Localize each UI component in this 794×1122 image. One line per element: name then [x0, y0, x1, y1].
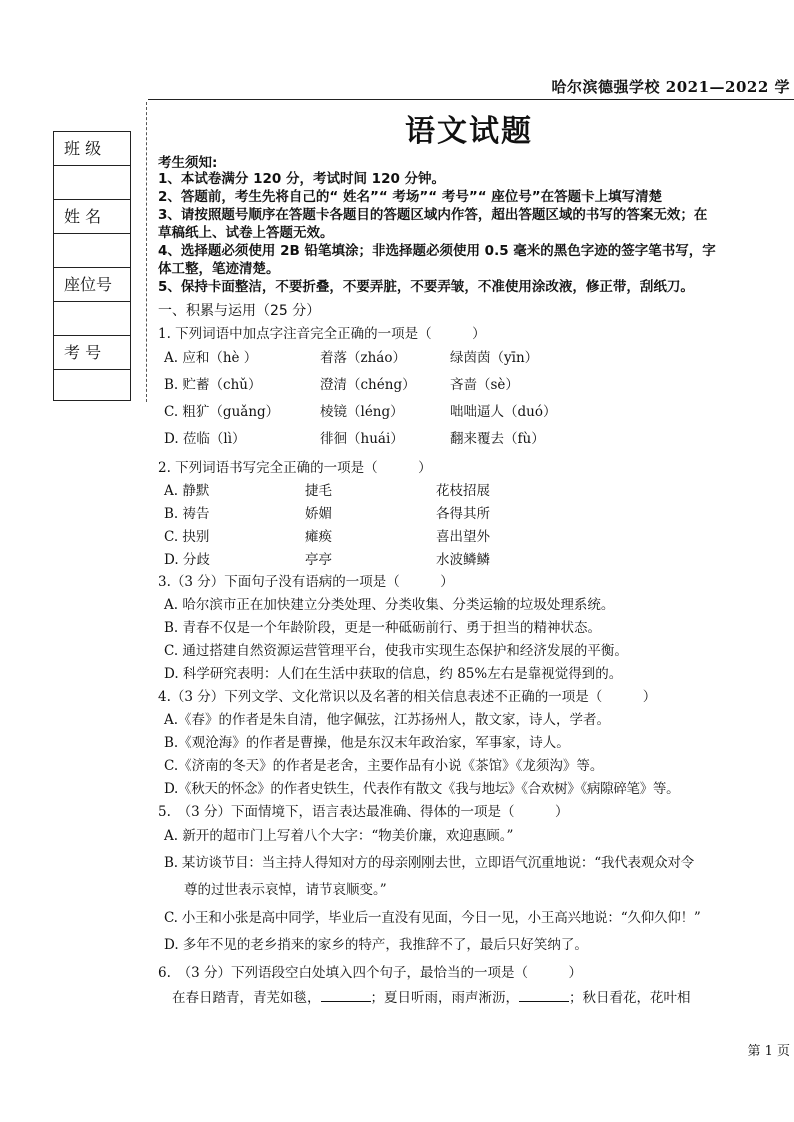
q6-blank-1: [321, 989, 371, 1002]
q1-c-col1: C. 粗犷（guǎng）: [164, 404, 280, 420]
q5-stem: 5. （3 分）下面情境下，语言表达最准确、得体的一项是（ ）: [158, 804, 569, 820]
q6-part-1: 在春日踏青，青芜如毯，: [172, 990, 321, 1006]
q1-b-col3: 吝啬（sè）: [450, 377, 519, 393]
seat-fill-cell: [54, 302, 130, 336]
q2-c-col1: C. 抉别: [164, 529, 210, 545]
q2-d-col2: 亭亭: [305, 552, 332, 568]
q2-a-col2: 捷毛: [305, 483, 332, 499]
name-fill-cell: [54, 234, 130, 268]
q1-d-col3: 翻来覆去（fù）: [450, 431, 545, 447]
q5-option-c: C. 小王和小张是高中同学，毕业后一直没有见面，今日一见，小王高兴地说：“久仰久仰！”: [164, 910, 701, 926]
q2-d-col3: 水波鳞鳞: [436, 552, 490, 568]
q1-d-col2: 徘徊（huái）: [320, 431, 404, 447]
q2-b-col2: 娇媚: [305, 506, 332, 522]
notice-line-3b: 草稿纸上、试卷上答题无效。: [158, 225, 334, 241]
page-title: 语文试题: [405, 114, 533, 149]
q6-part-2: ；夏日听雨，雨声淅沥，: [370, 990, 519, 1006]
q5-option-d: D. 多年不见的老乡捎来的家乡的特产，我推辞不了，最后只好笑纳了。: [164, 937, 588, 953]
q4-option-a: A.《春》的作者是朱自清，他字佩弦，江苏扬州人，散文家，诗人，学者。: [164, 712, 611, 728]
notice-line-4: 4、选择题必须使用 2B 铅笔填涂；非选择题必须使用 0.5 毫米的黑色字迹的签字笔书写，字: [158, 243, 716, 259]
notice-line-2: 2、答题前，考生先将自己的“ 姓名”“ 考场”“ 考号”“ 座位号”在答题卡上填写清楚: [158, 189, 663, 205]
q1-stem: 1. 下列词语中加点字注音完全正确的一项是（ ）: [158, 326, 486, 342]
q2-a-col1: A. 静默: [164, 483, 210, 499]
header-rule: [148, 99, 794, 100]
q5-option-b: B. 某访谈节目：当主持人得知对方的母亲刚刚去世，立即语气沉重地说：“我代表观众对令: [164, 855, 695, 871]
q1-c-col2: 棱镜（léng）: [320, 404, 404, 420]
q1-d-col1: D. 莅临（lì）: [164, 431, 246, 447]
q6-part-3: ；秋日看花，花叶相: [569, 990, 691, 1006]
q2-c-col3: 喜出望外: [436, 529, 490, 545]
q3-option-c: C. 通过搭建自然资源运营管理平台，使我市实现生态保护和经济发展的平衡。: [164, 643, 628, 659]
q1-a-col2: 着落（zháo）: [320, 350, 406, 366]
binding-dashed-line: [146, 102, 147, 402]
q6-stem: 6. （3 分）下列语段空白处填入四个句子，最恰当的一项是（ ）: [158, 965, 583, 981]
exam-number-label-cell: 考 号: [54, 336, 130, 370]
section-heading: 一、积累与运用（25 分）: [158, 303, 321, 319]
page-number: 第 1 页: [747, 1044, 790, 1059]
q2-c-col2: 瘫痪: [305, 529, 332, 545]
q1-c-col3: 咄咄逼人（duó）: [450, 404, 557, 420]
class-label-cell: 班 级: [54, 132, 130, 166]
class-fill-cell: [54, 166, 130, 200]
exam-number-fill-cell: [54, 370, 130, 404]
q1-a-col3: 绿茵茵（yīn）: [450, 350, 539, 366]
q4-stem: 4.（3 分）下列文学、文化常识以及名著的相关信息表述不正确的一项是（ ）: [158, 689, 657, 705]
q2-b-col3: 各得其所: [436, 506, 490, 522]
q3-option-a: A. 哈尔滨市正在加快建立分类处理、分类收集、分类运输的垃圾处理系统。: [164, 597, 615, 613]
notice-line-4b: 体工整，笔迹清楚。: [158, 261, 280, 277]
q4-option-d: D.《秋天的怀念》的作者史铁生，代表作有散文《我与地坛》《合欢树》《病隙碎笔》等。: [164, 781, 680, 797]
name-label-cell: 姓 名: [54, 200, 130, 234]
q2-b-col1: B. 祷告: [164, 506, 210, 522]
q3-stem: 3.（3 分）下面句子没有语病的一项是（ ）: [158, 574, 454, 590]
notice-heading: 考生须知:: [158, 155, 218, 171]
q4-option-c: C.《济南的冬天》的作者是老舍，主要作品有小说《茶馆》《龙须沟》等。: [164, 758, 604, 774]
q2-d-col1: D. 分歧: [164, 552, 210, 568]
school-header: 哈尔滨德强学校 2021—2022 学: [551, 78, 790, 96]
q1-a-col1: A. 应和（hè ）: [164, 350, 258, 366]
q4-option-b: B.《观沧海》的作者是曹操，他是东汉末年政治家，军事家，诗人。: [164, 735, 570, 751]
notice-line-3: 3、请按照题号顺序在答题卡各题目的答题区域内作答，超出答题区域的书写的答案无效；在: [158, 207, 708, 223]
q2-a-col3: 花枝招展: [436, 483, 490, 499]
notice-line-1: 1、本试卷满分 120 分，考试时间 120 分钟。: [158, 171, 446, 187]
q5-option-b-cont: 尊的过世表示哀悼，请节哀顺变。”: [184, 882, 387, 898]
q3-option-b: B. 青春不仅是一个年龄阶段，更是一种砥砺前行、勇于担当的精神状态。: [164, 620, 602, 636]
q3-option-d: D. 科学研究表明：人们在生活中获取的信息，约 85%左右是靠视觉得到的。: [164, 666, 623, 682]
seat-label-cell: 座位号: [54, 268, 130, 302]
notice-line-5: 5、保持卡面整洁，不要折叠，不要弄脏，不要弄皱，不准使用涂改液，修正带，刮纸刀。: [158, 279, 694, 295]
q6-blank-2: [519, 989, 569, 1002]
binding-info-box: [53, 131, 131, 401]
q2-stem: 2. 下列词语书写完全正确的一项是（ ）: [158, 460, 432, 476]
q1-b-col2: 澄清（chéng）: [320, 377, 416, 393]
q1-b-col1: B. 贮蓄（chǔ）: [164, 377, 262, 393]
q5-option-a: A. 新开的超市门上写着八个大字：“物美价廉，欢迎惠顾。”: [164, 828, 514, 844]
q6-passage-line: [172, 986, 691, 1006]
